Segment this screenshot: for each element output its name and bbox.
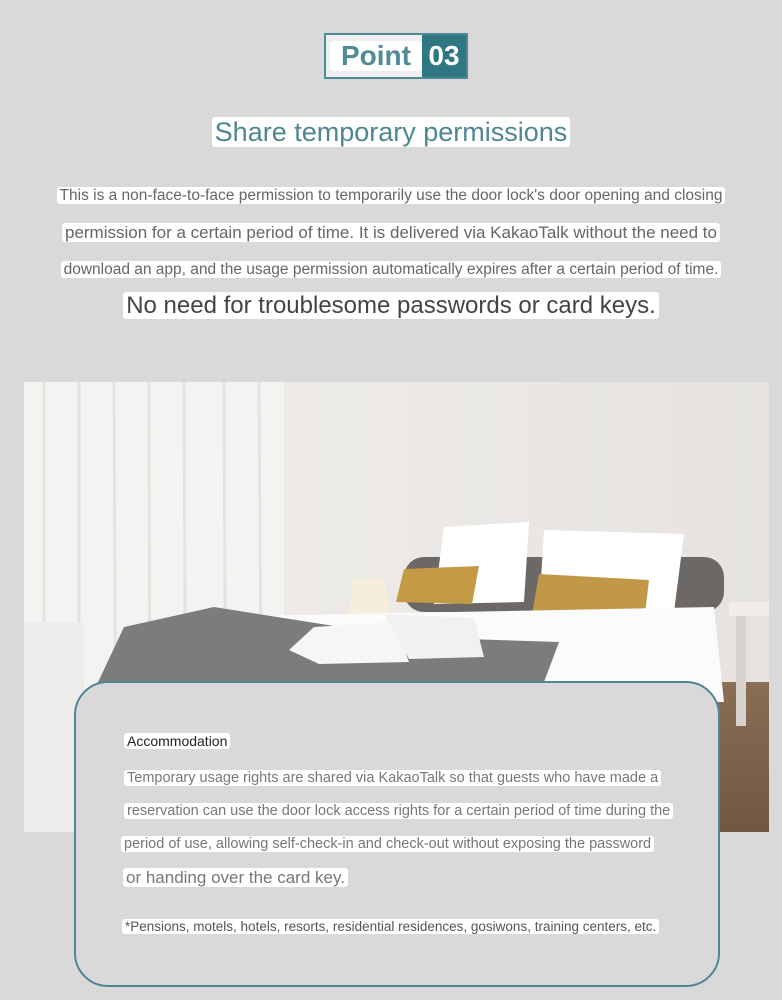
tagline: No need for troublesome passwords or card keys.: [123, 292, 659, 319]
point-badge-number: 03: [422, 35, 466, 77]
description-line-1-wrap: [0, 187, 782, 205]
card-body-line-1: Temporary usage rights are shared via KakaoTalk so that guests who have made a: [124, 770, 661, 786]
description-line-2: permission for a certain period of time. It is delivered via KakaoTalk without the need to: [62, 223, 720, 242]
card-label: Accommodation: [124, 733, 230, 749]
section-title: Share temporary permissions: [212, 117, 571, 147]
card-body-line-1-wrap: [124, 770, 661, 786]
card-footnote: *Pensions, motels, hotels, resorts, residential residences, gosiwons, training centers, etc.: [122, 919, 659, 934]
card-label-wrap: [124, 733, 230, 749]
card-body-line-2: reservation can use the door lock access rights for a certain period of time during the: [124, 803, 673, 819]
description-line-2-wrap: [0, 223, 782, 243]
description-line-1: This is a non-face-to-face permission to temporarily use the door lock's door opening and closing: [57, 187, 726, 204]
card-body-line-4: or handing over the card key.: [123, 868, 348, 887]
accommodation-card: [74, 681, 720, 987]
card-body-line-3-wrap: [121, 836, 654, 852]
point-badge-word: Point: [330, 41, 422, 71]
point-badge: [324, 33, 468, 79]
card-footnote-wrap: [122, 919, 659, 934]
card-body-line-4-wrap: [123, 868, 348, 888]
lamp-shade: [348, 579, 390, 614]
description-line-3-wrap: [0, 261, 782, 279]
cushion-left: [396, 566, 479, 604]
tagline-wrap: [0, 292, 782, 320]
card-body-line-2-wrap: [124, 803, 673, 819]
description-line-3: download an app, and the usage permission automatically expires after a certain period of time.: [61, 261, 722, 278]
card-body-line-3: period of use, allowing self-check-in and check-out without exposing the password: [121, 836, 654, 852]
section-title-wrap: [0, 117, 782, 148]
